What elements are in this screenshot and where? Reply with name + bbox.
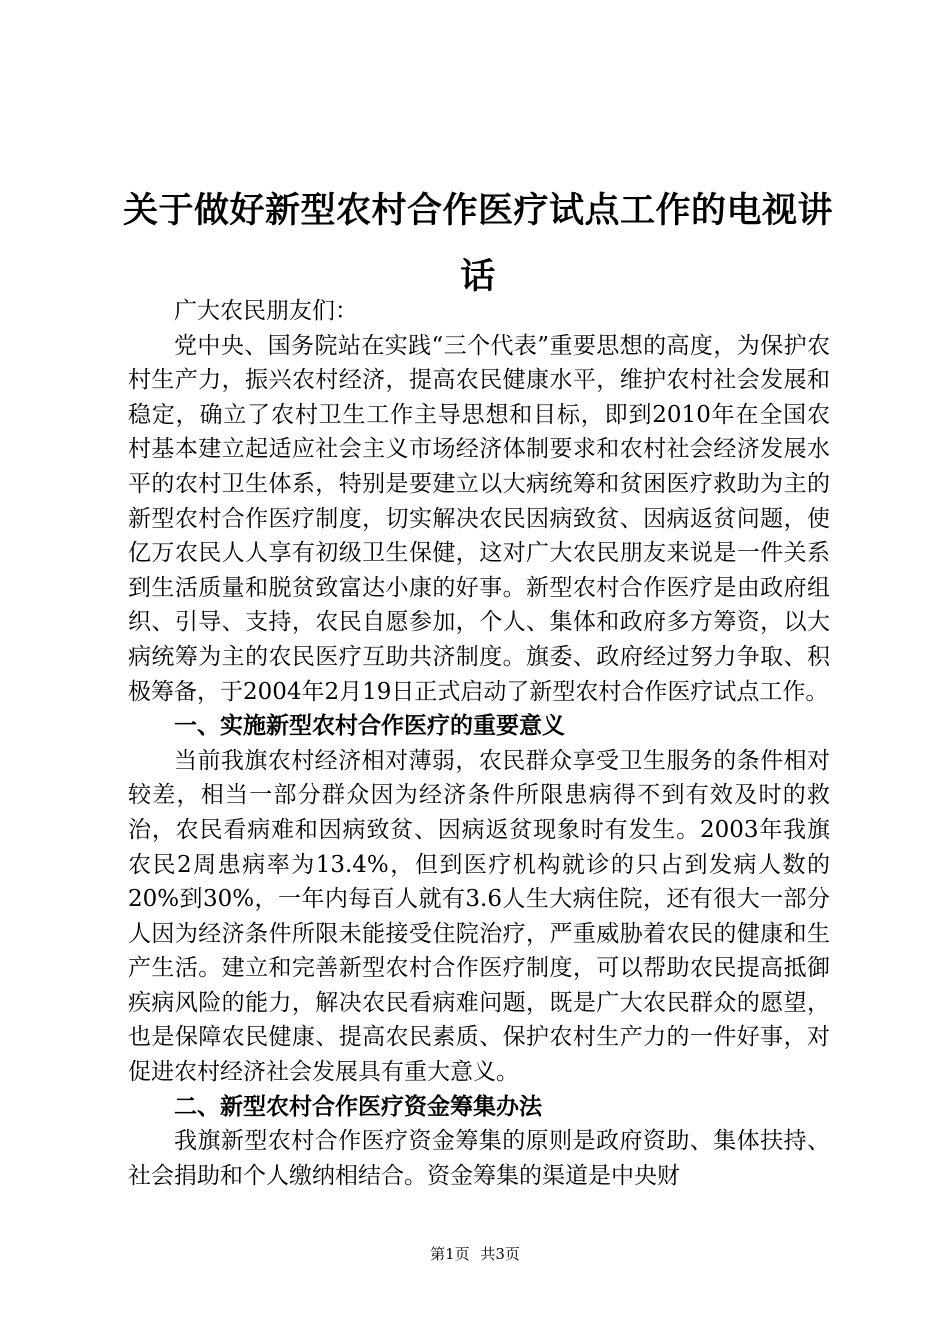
- page-number: 第1页: [430, 1245, 470, 1263]
- salutation: 广大农民朋友们：: [174, 298, 358, 324]
- page-total: 共3页: [480, 1245, 520, 1263]
- document-title: 关于做好新型农村合作医疗试点工作的电视讲话: [122, 191, 833, 297]
- page-footer: [0, 1244, 950, 1264]
- paragraph-funding: 我旗新型农村合作医疗资金筹集的原则是政府资助、集体扶持、社会捐助和个人缴纳相结合。资金筹集的渠道是中央财: [128, 1128, 830, 1189]
- paragraph-intro: 党中央、国务院站在实践“三个代表”重要思想的高度，为保护农村生产力，振兴农村经济，提高农民健康水平，维护农村社会发展和稳定，确立了农村卫生工作主导思想和目标，即到2010年在全国农村基本建立起适应社会主义市场经济体制要求和农村社会经济发展水平的农村卫生体系，特别是要建立以大病统筹和贫困医疗救助为主的新型农村合作医疗制度，切实解决农民因病致贫、因病返贫问题，使亿万农民人人享有初级卫生保健，这对广大农民朋友来说是一件关系到生活质量和脱贫致富达小康的好事。新型农村合作医疗是由政府组织、引导、支持，农民自愿参加，个人、集体和政府多方筹资，以大病统筹为主的农民医疗互助共济制度。旗委、政府经过努力争取、积极筹备，于2004年2月19日正式启动了新型农村合作医疗试点工作。: [128, 332, 830, 705]
- section-heading-2: 二、新型农村合作医疗资金筹集办法: [174, 1093, 542, 1120]
- paragraph-significance: 当前我旗农村经济相对薄弱，农民群众享受卫生服务的条件相对较差，相当一部分群众因为经济条件所限患病得不到有效及时的救治，农民看病难和因病致贫、因病返贫现象时有发生。2003年我旗农民2周患病率为13.4%，但到医疗机构就诊的只占到发病人数的20%到30%，一年内每百人就有3.6人生大病住院，还有很大一部分人因为经济条件所限未能接受住院治疗，严重威胁着农民的健康和生产生活。建立和完善新型农村合作医疗制度，可以帮助农民提高抵御疾病风险的能力，解决农民看病难问题，既是广大农民群众的愿望，也是保障农民健康、提高农民素质、保护农村生产力的一件好事，对促进农村经济社会发展具有重大意义。: [128, 747, 830, 1086]
- section-heading-1: 一、实施新型农村合作医疗的重要意义: [174, 713, 565, 740]
- document-body: [128, 294, 830, 1193]
